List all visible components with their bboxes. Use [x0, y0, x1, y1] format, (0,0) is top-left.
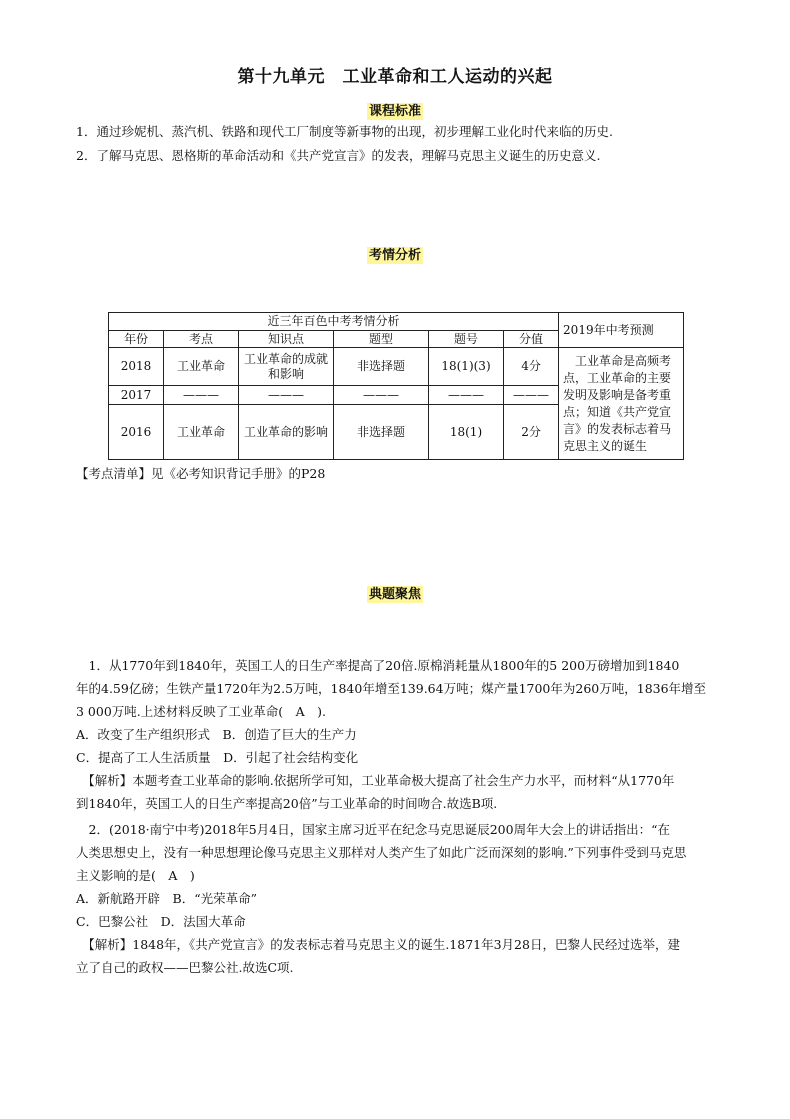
prediction-header: 2019年中考预测: [559, 313, 684, 348]
table-cell: 工业革命的成就和影响: [239, 348, 334, 386]
table-cell: 2016: [109, 405, 164, 460]
analysis-line: 立了自己的政权——巴黎公社.故选C项.: [76, 960, 294, 975]
standards-item-1: 1．通过珍妮机、蒸汽机、铁路和现代工厂制度等新事物的出现，初步理解工业化时代来临的历史.: [76, 124, 613, 139]
option-line: C．提高了工人生活质量 D．引起了社会结构变化: [76, 750, 359, 765]
standards-item-2: 2．了解马克思、恩格斯的革命活动和《共产党宣言》的发表，理解马克思主义诞生的历史意义.: [76, 148, 601, 163]
section-heading-analysis: [0, 244, 790, 263]
table-cell: ———: [334, 386, 429, 405]
table-cell: 工业革命的影响: [239, 405, 334, 460]
section-heading-standards-text: 课程标准: [368, 104, 421, 119]
table-header: 年份: [109, 330, 164, 348]
table-cell: 18(1): [429, 405, 504, 460]
table-header: 题型: [334, 330, 429, 348]
prediction-text: 工业革命是高频考点，工业革命的主要发明及影响是备考重点；知道《共产党宣言》的发表标志着马克思主义的诞生: [559, 348, 684, 460]
question-1-line: 3 000万吨.上述材料反映了工业革命( A ).: [76, 704, 327, 719]
page-title: 第十九单元 工业革命和工人运动的兴起: [237, 67, 553, 87]
table-cell: 2017: [109, 386, 164, 405]
question-2-line: 2．(2018·南宁中考)2018年5月4日，国家主席习近平在纪念马克思诞辰200周年大会上的讲话指出：“在: [76, 822, 670, 837]
analysis-line: 【解析】1848年，《共产党宣言》的发表标志着马克思主义的诞生.1871年3月28日，巴黎人民经过选举，建: [76, 937, 680, 952]
question-2-line: 人类思想史上，没有一种思想理论像马克思主义那样对人类产生了如此广泛而深刻的影响.”下列事件受到马克思: [76, 845, 687, 860]
option-line: C．巴黎公社 D．法国大革命: [76, 914, 246, 929]
table-cell: 18(1)(3): [429, 348, 504, 386]
question-1-line: 年的4.59亿磅；生铁产量1720年为2.5万吨，1840年增至139.64万吨；煤产量1700年为260万吨，1836年增至: [76, 681, 707, 696]
question-2: [76, 818, 686, 979]
option-line: A．新航路开辟 B．“光荣革命”: [76, 891, 257, 906]
table-caption: 近三年百色中考考情分析: [109, 313, 559, 331]
question-1-line: 1．从1770年到1840年，英国工人的日生产率提高了20倍.原棉消耗量从1800年的5 200万磅增加到1840: [76, 658, 680, 673]
table-cell: 工业革命: [164, 348, 239, 386]
table-cell: 4分: [504, 348, 559, 386]
section-heading-focus: [0, 583, 790, 602]
option-line: A．改变了生产组织形式 B．创造了巨大的生产力: [76, 727, 357, 742]
analysis-line: 【解析】本题考查工业革命的影响.依据所学可知，工业革命极大提高了社会生产力水平，而材料“从1770年: [76, 773, 675, 788]
table-header: 题号: [429, 330, 504, 348]
analysis-line: 到1840年，英国工人的日生产率提高20倍”与工业革命的时间吻合.故选B项.: [76, 796, 498, 811]
table-cell: ———: [239, 386, 334, 405]
question-1: [76, 654, 706, 815]
table-cell: 工业革命: [164, 405, 239, 460]
table-cell: ———: [164, 386, 239, 405]
section-heading-focus-text: 典题聚焦: [368, 587, 421, 602]
table-cell: 非选择题: [334, 405, 429, 460]
table-header: 考点: [164, 330, 239, 348]
checklist-note: 【考点清单】见《必考知识背记手册》的P28: [76, 466, 326, 481]
section-heading-analysis-text: 考情分析: [368, 248, 421, 263]
table-cell: ———: [504, 386, 559, 405]
question-2-line: 主义影响的是( A ): [76, 868, 195, 883]
section-heading-standards: [0, 100, 790, 119]
table-cell: 2分: [504, 405, 559, 460]
exam-analysis-table: [108, 312, 684, 460]
table-header: 分值: [504, 330, 559, 348]
table-header: 知识点: [239, 330, 334, 348]
table-cell: 非选择题: [334, 348, 429, 386]
table-cell: 2018: [109, 348, 164, 386]
table-cell: ———: [429, 386, 504, 405]
